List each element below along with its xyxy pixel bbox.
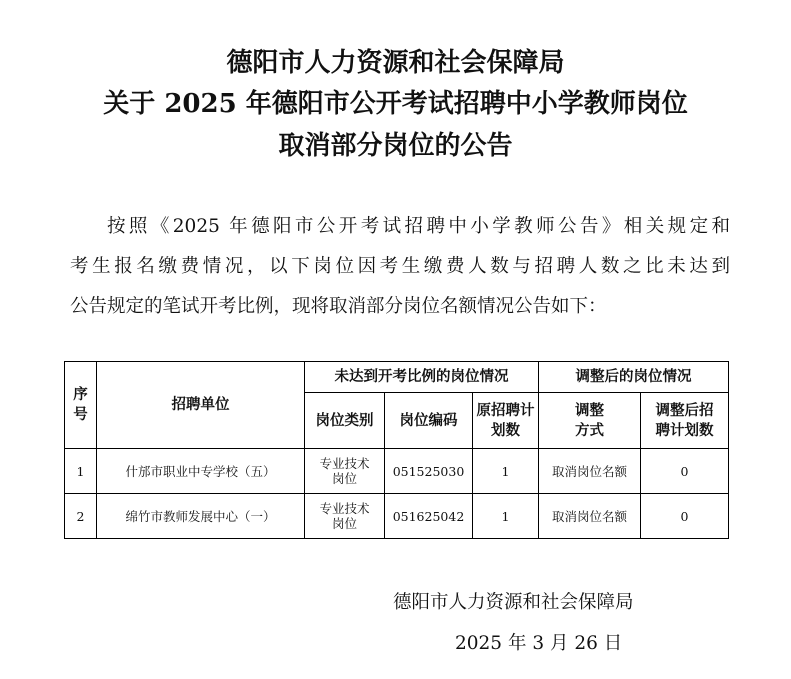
footer-date: 2025 年 3 月 26 日 bbox=[455, 633, 623, 654]
table-row bbox=[65, 449, 729, 494]
body-line-3: 公告规定的笔试开考比例，现将取消部分岗位名额情况公告如下： bbox=[70, 296, 607, 317]
footer-org: 德阳市人力资源和社会保障局 bbox=[393, 592, 634, 613]
header-code: 岗位编码 bbox=[385, 393, 473, 449]
cell-seq: 2 bbox=[65, 494, 97, 539]
header-seq: 序号 bbox=[65, 362, 97, 449]
cell-new-count: 0 bbox=[641, 449, 729, 494]
header-method: 调整方式 bbox=[539, 393, 641, 449]
header-unit: 招聘单位 bbox=[97, 362, 305, 449]
title-line-3: 取消部分岗位的公告 bbox=[278, 131, 513, 161]
header-row-1 bbox=[65, 362, 729, 393]
header-group-adjusted: 调整后的岗位情况 bbox=[539, 362, 729, 393]
cell-unit: 什邡市职业中专学校（五） bbox=[97, 449, 305, 494]
header-new-count: 调整后招聘计划数 bbox=[641, 393, 729, 449]
title-line-1: 德阳市人力资源和社会保障局 bbox=[226, 48, 565, 78]
cell-category: 专业技术岗位 bbox=[305, 449, 385, 494]
cell-original: 1 bbox=[473, 449, 539, 494]
body-line-2: 考生报名缴费情况，以下岗位因考生缴费人数与招聘人数之比未达到 bbox=[70, 256, 730, 277]
cell-unit: 绵竹市教师发展中心（一） bbox=[97, 494, 305, 539]
header-category: 岗位类别 bbox=[305, 393, 385, 449]
title-line-2: 关于 2025 年德阳市公开考试招聘中小学教师岗位 bbox=[103, 89, 688, 119]
cell-code: 051525030 bbox=[385, 449, 473, 494]
positions-table bbox=[64, 361, 729, 539]
cell-code: 051625042 bbox=[385, 494, 473, 539]
header-group-unmet: 未达到开考比例的岗位情况 bbox=[305, 362, 539, 393]
cell-category: 专业技术岗位 bbox=[305, 494, 385, 539]
cell-method: 取消岗位名额 bbox=[539, 494, 641, 539]
cell-original: 1 bbox=[473, 494, 539, 539]
header-original: 原招聘计划数 bbox=[473, 393, 539, 449]
table-row bbox=[65, 494, 729, 539]
cell-seq: 1 bbox=[65, 449, 97, 494]
body-line-1: 按照《2025 年德阳市公开考试招聘中小学教师公告》相关规定和 bbox=[107, 216, 730, 237]
cell-method: 取消岗位名额 bbox=[539, 449, 641, 494]
cell-new-count: 0 bbox=[641, 494, 729, 539]
